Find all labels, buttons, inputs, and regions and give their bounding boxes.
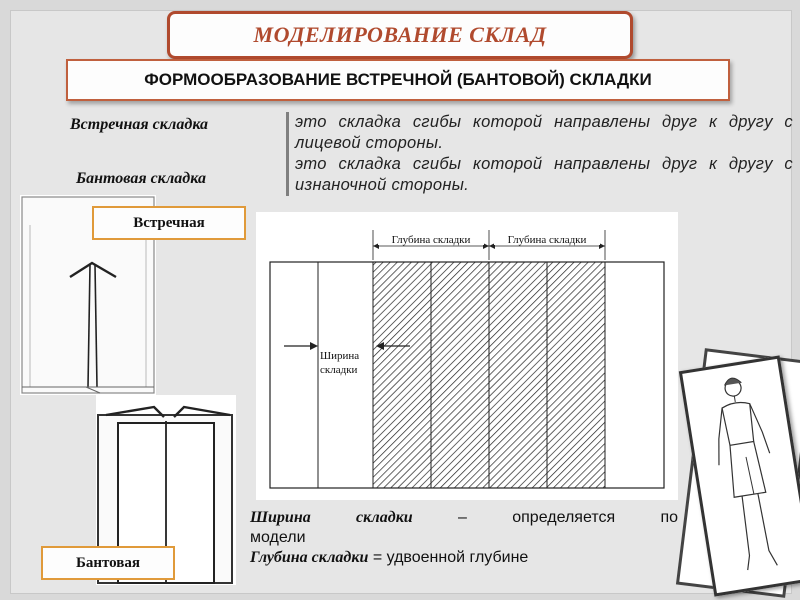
definition-counter-pleat: это складка сгибы которой направлены друг к другу с лицевой стороны. xyxy=(295,113,793,152)
depth-note-term: Глубина складки xyxy=(250,549,369,566)
depth-label-left: Глубина складки xyxy=(391,234,471,246)
width-note-word-4: определяется xyxy=(512,509,616,526)
width-label-line1: Ширина xyxy=(320,350,360,362)
width-label-line2: складки xyxy=(320,364,358,376)
bottom-notes xyxy=(250,508,678,568)
term-counter-pleat: Встречная складка xyxy=(70,116,209,133)
width-note-dash: – xyxy=(458,509,467,526)
width-note-word-2: складки xyxy=(356,509,413,526)
depth-note xyxy=(250,548,678,568)
term-bow-pleat: Бантовая складка xyxy=(76,170,206,187)
depth-label-right: Глубина складки xyxy=(507,234,587,246)
tag-counter: Встречная xyxy=(92,206,246,240)
pleat-construction-drawing xyxy=(256,212,678,500)
definition-bow-pleat: это складка сгибы которой направлены друг к другу с изнаночной стороны. xyxy=(295,155,793,194)
definitions xyxy=(286,112,793,196)
slide-title: МОДЕЛИРОВАНИЕ СКЛАД xyxy=(167,11,633,59)
pleat-diagram xyxy=(256,212,678,500)
width-note-word-1: Ширина xyxy=(250,509,311,526)
width-note xyxy=(250,508,678,528)
width-note-word-5: по xyxy=(660,509,678,526)
depth-note-rest: = удвоенной глубине xyxy=(368,549,529,566)
tag-bow: Бантовая xyxy=(41,546,175,580)
width-note-line2: модели xyxy=(250,529,306,546)
slide-subtitle: ФОРМООБРАЗОВАНИЕ ВСТРЕЧНОЙ (БАНТОВОЙ) СКЛАДКИ xyxy=(66,59,730,101)
